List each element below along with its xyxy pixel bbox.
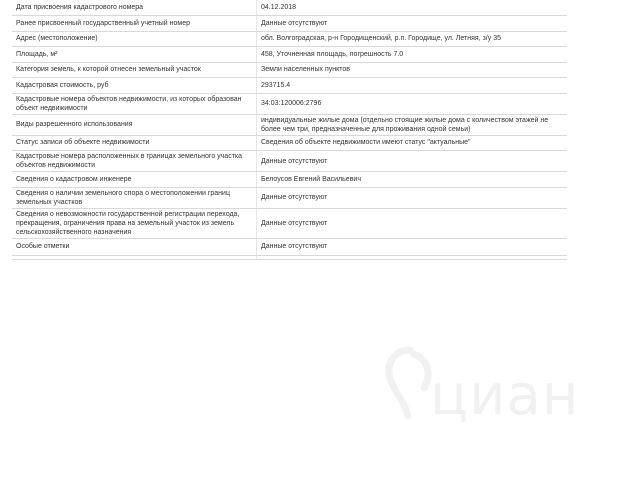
table-row — [12, 62, 567, 78]
row-label: Площадь, м² — [12, 47, 257, 63]
row-value: Данные отсутствуют — [257, 16, 568, 32]
row-label: Сведения о кадастровом инженере — [12, 172, 257, 188]
row-value: Данные отсутствуют — [257, 151, 568, 172]
row-value: 34:03:120006:2796 — [257, 93, 568, 114]
row-label: Кадастровые номера расположенных в границах земельного участка объектов недвижимости — [12, 151, 257, 172]
row-label: Адрес (местоположение) — [12, 31, 257, 47]
table-row — [12, 31, 567, 47]
row-value: Данные отсутствуют — [257, 238, 568, 255]
watermark-text: циан — [430, 363, 580, 428]
row-value: 458, Уточненная площадь, погрешность 7.0 — [257, 47, 568, 63]
row-label: Кадастровая стоимость, руб — [12, 78, 257, 94]
table-row — [12, 208, 567, 238]
spacer-cell — [12, 255, 257, 259]
table-row — [12, 135, 567, 151]
row-value: 293715.4 — [257, 78, 568, 94]
table-row — [12, 187, 567, 208]
row-label: Ранее присвоенный государственный учетный номер — [12, 16, 257, 32]
table-row — [12, 238, 567, 255]
cadastral-info-document — [12, 0, 566, 260]
spacer-cell — [257, 255, 568, 259]
row-label: Дата присвоения кадастрового номера — [12, 0, 257, 16]
table-row — [12, 47, 567, 63]
cian-watermark — [380, 340, 600, 430]
row-label: Сведения о невозможности государственной регистрации перехода, прекращения, ограничения права на земельный участок из земель сельскохозяйственного назначения — [12, 208, 257, 238]
row-label: Особые отметки — [12, 238, 257, 255]
row-value: Сведения об объекте недвижимости имеют статус "актуальные" — [257, 135, 568, 151]
table-row — [12, 93, 567, 114]
table-row — [12, 16, 567, 32]
table-row — [12, 151, 567, 172]
table-row — [12, 78, 567, 94]
row-value: индивидуальные жилые дома (отдельно стоящие жилые дома с количеством этажей не более чем три, предназначенные для проживания одной семьи) — [257, 114, 568, 135]
row-value: обл. Волгоградская, р-н Городищенский, р.п. Городище, ул. Летняя, з/у 35 — [257, 31, 568, 47]
row-value: Белоусов Евгений Васильевич — [257, 172, 568, 188]
row-value: 04.12.2018 — [257, 0, 568, 16]
row-label: Статус записи об объекте недвижимости — [12, 135, 257, 151]
row-value: Данные отсутствуют — [257, 208, 568, 238]
row-value: Данные отсутствуют — [257, 187, 568, 208]
table-row — [12, 172, 567, 188]
table-row-spacer — [12, 255, 567, 259]
row-label: Сведения о наличии земельного спора о местоположении границ земельных участков — [12, 187, 257, 208]
cadastral-info-table — [12, 0, 567, 260]
row-label: Виды разрешенного использования — [12, 114, 257, 135]
row-value: Земли населенных пунктов — [257, 62, 568, 78]
table-row — [12, 0, 567, 16]
table-row — [12, 114, 567, 135]
row-label: Категория земель, к которой отнесен земельный участок — [12, 62, 257, 78]
row-label: Кадастровые номера объектов недвижимости, из которых образован объект недвижимости — [12, 93, 257, 114]
